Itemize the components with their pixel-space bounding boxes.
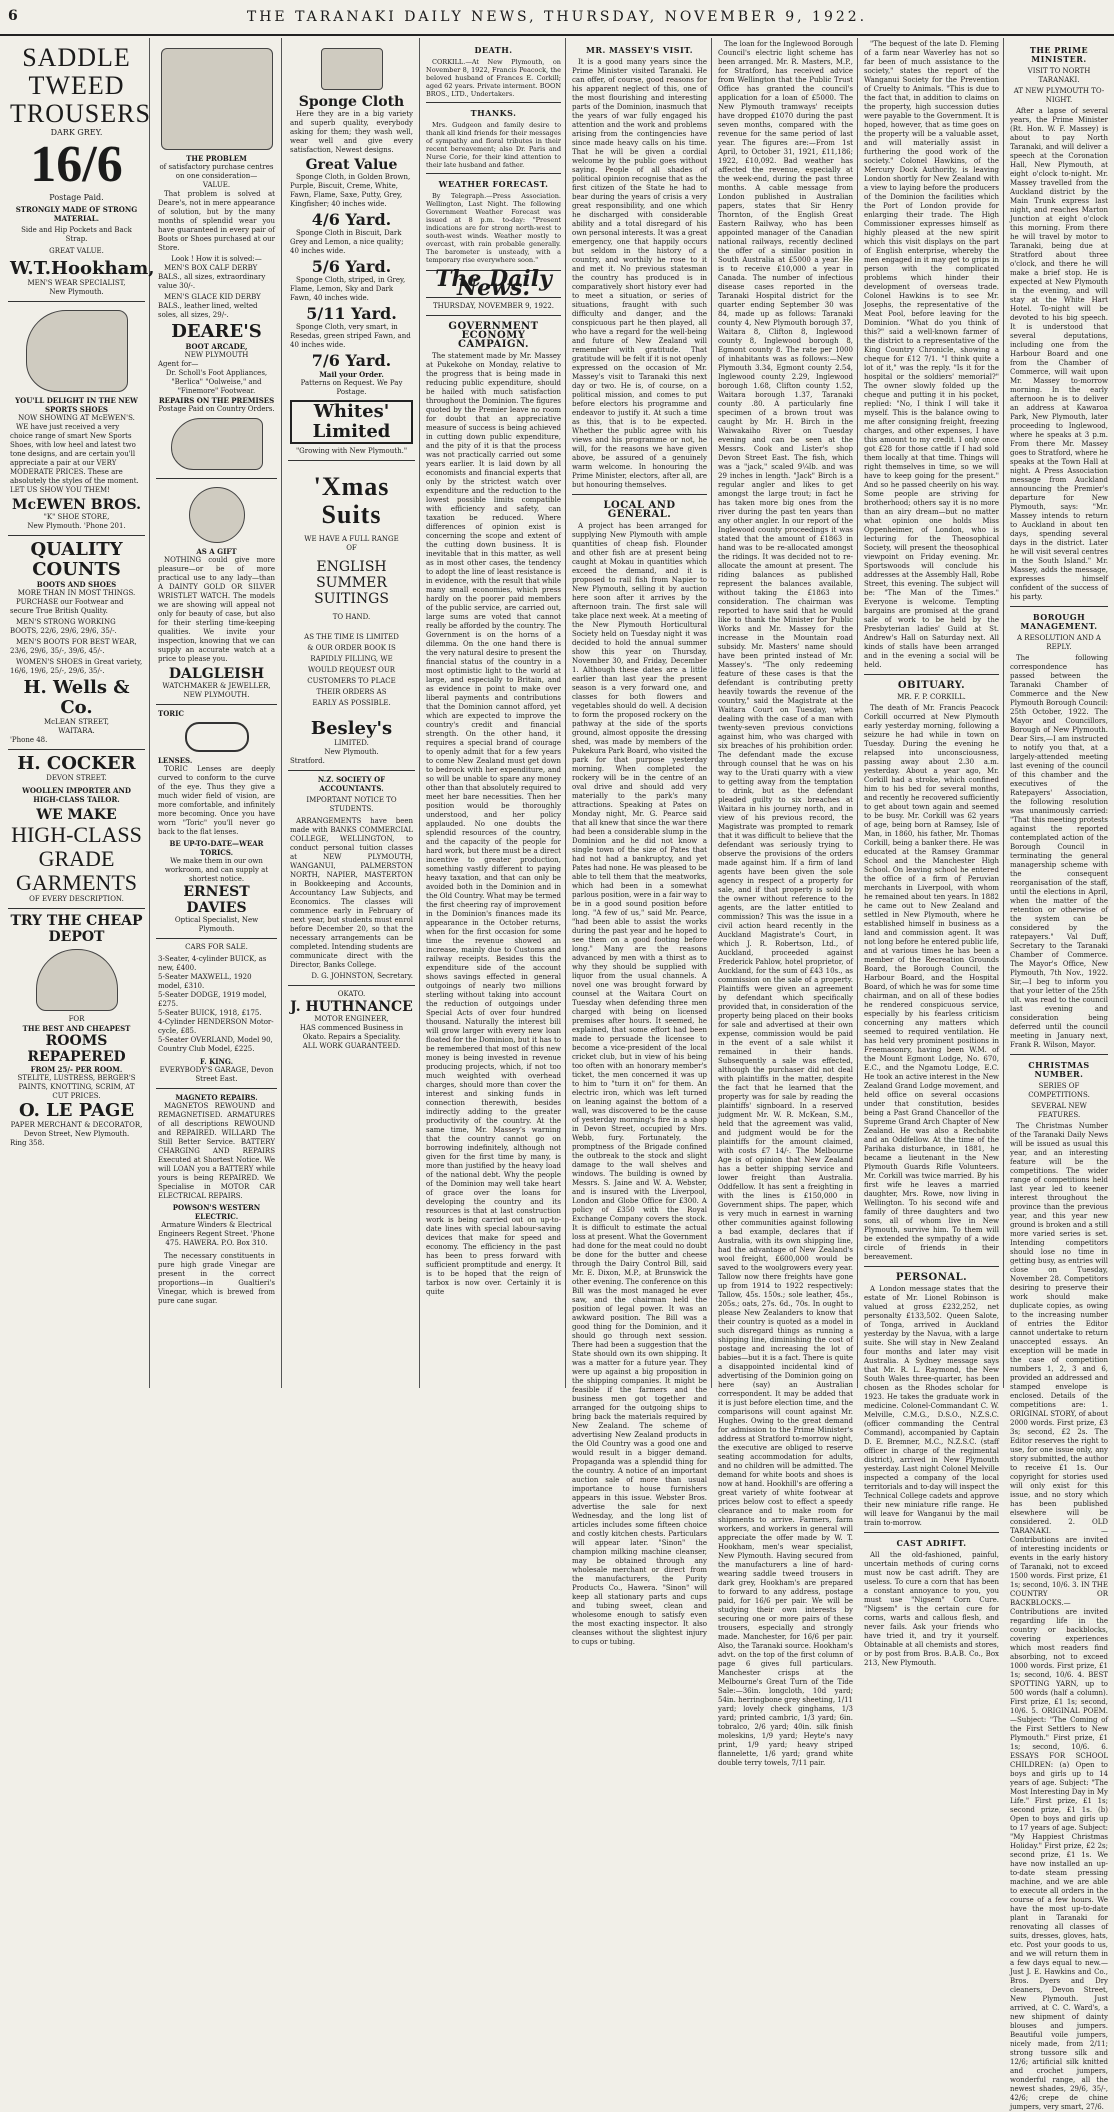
- ad-hookham-line9: MEN'S WEAR SPECIALIST,: [27, 279, 126, 287]
- ad-besley-line3: WE HAVE A FULL RANGE OF: [304, 535, 399, 552]
- ad-deare: [156, 40, 277, 479]
- weather-forecast: By Telegraph.—Press Association. Wellington, Last Night. The following Government Weather Forecast was issued at 8 p.m. to-day: "Present indications are for strong north-west to south-west winds. Weather mostly to overcast, with rain probable generally. The barometer is unsteady, with a temporary rise everywhere soon.": [426, 192, 561, 264]
- ad-hookham-line6: STRONGLY MADE OF STRONG MATERIAL.: [15, 205, 138, 223]
- ad-wells-line11: 'Phone 48.: [10, 736, 48, 744]
- ad-hookham: [8, 40, 155, 302]
- ad-lepage-line6: STELITE, LUSTRESS, BERGER'S PAINTS, KNOTTING, SCRIM, AT CUT PRICES.: [17, 1074, 136, 1100]
- ad-accountants-body: ARRANGEMENTS have been made with BANKS COMMERCIAL COLLEGE, WELLINGTON, to conduct personal tuition classes at NEW PLYMOUTH, WANGANUI, PALMERSTON NORTH, NAPIER, MASTERTON in Bookkeeping and Accounts, Accountancy Law Subjects, and Economics. The classes will commence early in February of next year, but students must enrol before December 20, so that the necessary arrangements can be completed. Intending students are communicate direct with the Director, Banks College.: [290, 817, 413, 969]
- editorial-dateline: THURSDAY, NOVEMBER 9, 1922.: [432, 302, 555, 310]
- ad-huthnance-name: J. HUTHNANCE: [290, 999, 413, 1015]
- ad-whites-price-3: 5/11 Yard.: [306, 304, 397, 323]
- divider: [1010, 1054, 1108, 1055]
- ad-mcewen-line1: YOU'LL DELIGHT IN THE NEW SPORTS SHOES: [15, 396, 138, 414]
- christmas-heading: CHRISTMAS NUMBER.: [1028, 1060, 1090, 1079]
- newspaper-title: THE TARANAKI DAILY NEWS, THURSDAY, NOVEMBER 9, 1922.: [246, 9, 868, 25]
- ad-wells-line10: WAITARA.: [58, 727, 95, 735]
- ad-besley-line1: 'Xmas: [313, 472, 390, 501]
- divider: [1010, 606, 1108, 607]
- ad-hookham-line10: New Plymouth.: [49, 288, 104, 296]
- divider: [864, 1532, 999, 1533]
- ad-dalgleish-line1: AS A GIFT: [196, 547, 237, 556]
- ad-huthnance-line3: HAS commenced Business in Okato. Repairs a Speciality.: [299, 1024, 404, 1041]
- masthead: [0, 0, 1114, 36]
- massey-visit-text: It is a good many years since the Prime Minister visited Taranaki. He can offer, of course, good reasons for his apparent neglect of this, one of the most flourishing and interesting parts of the Dominion, inasmuch that the years of war fully engaged his attention and the work and problems arising from the contingencies have since made heavy calls on his time. That he will be given a cordial welcome by the public goes without saying. People of all shades of political opinion recognise that as the first citizen of the State he had to bear during the years of crisis a very great responsibility, and one which he discharged with considerable ability and a total disregard of his own personal interests. It was a great emergency, one that happily occurs but seldom in the history of a country, and worthily he rose to it and met it. No previous statesman the country has produced is in comparatively short history ever had to meet a situation, or series of situations, fraught with such difficulty and danger, and the conspicuous part he then played, all who have a regard for the well-being and future of New Zealand will remember with gratitude. That gratitude will be felt if it is not openly expressed on the occasion of Mr. Massey's visit to Taranaki this next day or two. He is, of course, on a political mission, and comes to put before electors his programme and endeavor to justify it. At such a time as this, that is to be expected. Whether the public agree with his views and his programme or not, he will, for the reasons we have given above, be assured of a genuinely warm welcome. In honouring the Prime Minister, electors, after all, are but honouring themselves.: [572, 58, 707, 489]
- ad-wells-line7: MEN'S BOOTS FOR BEST WEAR, 23/6, 29/6, 35/-, 39/6, 45/-.: [10, 638, 137, 655]
- ad-whites-line6: Sponge Cloth, striped, in Grey, Flame, Lemon, Sky and Dark Fawn, 40 inches wide.: [290, 276, 406, 302]
- column-2: [152, 38, 282, 1388]
- local-news-column7: "The bequest of the late D. Fleming of a farm near Waverley has not so far been of much assistance to the society," states the report of the Wanganui Society for the Prevention of Cruelty to Animals. "This is due to the fact that, in addition to claims on the property, high succession duties were payable to the Government. It is hoped, however, that as time goes on the property will be a valuable asset, and will materially assist in furthering the good work of the society." Colonel Hawkins, of the Mercury Dock Authority, is leaving London shortly for New Zealand with a view to laying before the producers of the Dominion the facilities which the Port of London provide for enlarging their trade. The High Commissioner expresses himself as highly pleased at the new spirit which this visit displays on the part of English enterprise, whereby the men engaged in it may get to grips in person with the complicated problems which hinder their development of overseas trade. Colonel Hawkins is to see Mr. Josephs, the representative of the Meat Pool, before leaving for the Dominion. "What do you think of this?" said a well-known farmer of the district to a representative of the King Country Chronicle, showing a cheque for £12 7/1. "I think quite a lot of it," was the reply. "Is it for the hospital or the soldiers' memorial?" The owner slowly folded up the cheque and putting it in his pocket, replied: "No, I think I will take it myself. This is the balance owing to me after consigning freight, freezing charges, and other expenses, I have this amount to my credit. I only once got £28 for those cattle if I had sold them locally at that time. Things will right themselves in time, so we will have to keep going for the present." And so he passed cheerily on his way. Some people are striving for brotherhood; others say it is no more than an airy dream—but no matter what opinion one holds Miss Oppenheimer, of London, who is lecturing for the Theosophical Society, will present the theosophical viewpoint on Friday evening. Mr. Sportswoods will conclude his addresses at the Assembly Hall, Robe Street, this evening. The subject will be: "The Man of the Times." Everyone is welcome. Tempting bargains are promised at the grand sale of work to be held by the Presbyterian ladies' Guild at St. Andrew's Hall on Saturday next. All kinds of stalls have been arranged and in the evening a social will be held.: [864, 40, 999, 669]
- ad-wells-line3: BOOTS AND SHOES: [36, 580, 117, 589]
- thanks-heading: THANKS.: [470, 108, 517, 118]
- column-7: [860, 38, 1004, 1667]
- prime-minister-sub1: VISIT TO NORTH TARANAKI.: [1027, 67, 1091, 84]
- ad-cocker-line3: WE MAKE: [36, 807, 117, 823]
- ad-king-item-6: 5-Seater OVERLAND, Model 90, Country Club Model, £225.: [158, 1036, 273, 1053]
- column-8: [1006, 38, 1112, 2111]
- ad-whites-price-2: 5/6 Yard.: [311, 257, 392, 276]
- ad-wells-line9: McLEAN STREET,: [43, 718, 110, 726]
- ad-deare-line1: THE PROBLEM: [186, 154, 247, 163]
- ad-wells-name: H. Wells & Co.: [23, 677, 130, 718]
- column-3: [284, 38, 420, 1388]
- ad-whites-line4: Sponge Cloth, in Golden Brown, Purple, Biscuit, Creme, White, Fawn, Flame, Saxe, Putty, Grey, Kingfisher; 40 inches wide.: [290, 173, 411, 208]
- ad-davies-line2: LENSES.: [158, 756, 193, 765]
- ad-davies-name: ERNEST DAVIES: [183, 884, 250, 916]
- ad-huthnance: [288, 986, 415, 1055]
- ad-king: [156, 939, 277, 1089]
- column-6: [714, 38, 858, 1767]
- ad-powson-line1: MAGNETO REPAIRS.: [175, 1093, 258, 1102]
- massey-visit-heading: MR. MASSEY'S VISIT.: [585, 45, 693, 55]
- editorial-text: The statement made by Mr. Massey at Pukekohe on Monday, relative to the progress that is being made in reducing public expenditure, should be hailed with much satisfaction throughout the Dominion. The figures quoted by the Premier leave no room for doubt that an appreciative measure of success is being achieved in cutting down public expenditure, and the pity of it is that the process was not practically carried out some years earlier. It is laid down by all economists and financial experts that only by the strictest watch over expenditure and the reduction to the lowest possible limits compatible with efficiency and safety, can taxation be reduced. Where differences of opinion exist is concerning the scope and extent of the cutting down business. It is inevitable that in this matter, as well as in most other cases, the tendency to adopt the line of least resistance is in evidence, with the result that while many small economies, which press hardly on the poorer paid members of the public service, are carried out, large sums are voted that cannot really be afforded by the country. The Government is on the horns of a dilemma. On the one hand there is the very natural desire to present the financial status of the country in a most optimistic light to the world at large, and especially to Britain, and as evidence in point to make over liberal payments and contributions that the Dominion cannot afford, yet which are expected to improve the country's credit and financial strength. On the other hand, it requires a special brand of courage to openly admit that for a few years to come New Zealand must get down to bedrock with her expenditure, and so will be unable to spare any money other than that absolutely required to meet her bare necessities. Then her position would be thoroughly understood, and her policy applauded. No one doubts the splendid resources of the country, and the capacity of the people for hard work, but there must be a direct incentive to greater production, something vastly different to paying heavy taxation, and that can only be avoided both in the Dominion and in the Old Country. What may be termed the first cheering ray of improvement in the Dominion's finances made its appearance in the October returns, when for the first occasion for some time the revenue showed an increase, mainly due to Customs and railway receipts. Besides this the expenditure side of the account shows savings effected in general outgoings of nearly two millions sterling without taking into account the reduction of outgoings under Special Acts of over four hundred thousand. Naturally the interest bill will grow larger with every new loan floated for the Dominion, but it has to be remembered that most of this new money is being invested in revenue producing projects, which, if not too much weighted with overhead charges, should more than cover the interest and sinking funds in connection therewith, besides indirectly adding to the greater productivity of the country. At the same time, Mr. Massey's warning that the country cannot go on borrowing indefinitely, although not given for the first time by many, is more than justified by the heavy load of the national debt. Why the people of the Dominion may well take heart of grace over the loans for developing the country and its resources is that at last construction work is being carried out on up-to-date lines with special labour-saving devices that make for speed and economy. The efficiency in the past has been to press forward with sufficient promptitude and energy. It is to be hoped that the reign of tarbox is now over. Certainly it is quite: [426, 352, 561, 1296]
- ad-whites-price-1: 4/6 Yard.: [311, 210, 392, 229]
- ad-besley-line5: TO HAND.: [332, 613, 371, 621]
- ad-mcewen-name: McEWEN BROS.: [12, 497, 141, 513]
- obituary-text: The death of Mr. Francis Peacock Corkill occurred at New Plymouth early yesterday morning, following a seizure he had while in town on Tuesday. During the evening he relapsed into unconsciousness, passing away about 2.30 a.m. yesterday. About a year ago, Mr. Corkill had a stroke, which confined him to his bed for several months, and recently he recovered sufficiently to get about town again and seemed to be busy. Mr. Corkill was 62 years of age, being born at Ramsey, Isle of Man, in 1860, his father, Mr. Thomas Corkill, being a banker there. He was educated at the Ramsey Grammar School and the Manchester High School. On leaving school he entered the office of a firm of Peruvian merchants in Liverpool, with whom he remained about ten years. In 1882 he came out to New Zealand and settled in New Plymouth, where he established himself in business as a land and commission agent. It was not long before he entered public life, and at various times he has been a member of the Recreation Grounds Board, the Borough Council, the Harbour Board, and the Hospital Board, of which he was for some time chairman, and on all of these bodies he rendered conspicuous service, especially by his fearless criticism concerning any matters which seemed to required ventilation. He has held very prominent positions in Freemasonry, having been W.M. of the Mount Egmont Lodge, No. 670, E.C., and the Ngamotu Lodge, E.C. He took an active interest in the New Zealand Grand Lodge movement, and held office on several occasions under that constitution, besides being a Past Grand Chancellor of the Supreme Grand Arch Chapter of New Zealand. He was also a Rechabite and an Oddfellow. At the time of the Parihaka disturbance, in 1881, he became a lieutenant in the New Plymouth Guards Rifle Volunteers. Mr. Corkill was twice married. By his first wife he leaves a married daughter, Mrs. Rowe, now living in Wellington. To his second wife and family of three daughters and two sons, all of whom live in New Plymouth, survive him. To them will be extended the sympathy of a wide circle of friends in their bereavement.: [864, 704, 999, 1261]
- ad-davies-line4: We make them in our own workroom, and can supply at shortest notice.: [164, 857, 269, 883]
- ad-king-item-2: 5-Seater MAXWELL, 1920 model, £310.: [158, 973, 252, 990]
- christmas-sub2: SEVERAL NEW FEATURES.: [1031, 1102, 1087, 1119]
- ad-wells-line6: MEN'S STRONG WORKING BOOTS, 22/6, 29/6, 29/6, 35/-.: [10, 618, 117, 635]
- ad-accountants-line1: N.Z. SOCIETY OF ACCOUNTANTS.: [317, 775, 386, 793]
- ad-deare-line4: Look ! How it is solved:—: [171, 255, 262, 263]
- ad-besley-line8: New Plymouth.: [324, 748, 379, 756]
- ad-lepage-line8: Ring 358.: [10, 1139, 45, 1147]
- ad-mcewen-line4: New Plymouth. 'Phone 201.: [27, 522, 126, 530]
- cast-adrift-text: All the old-fashioned, painful, uncertain methods of curing corns must now be cast adrift. They are useless. To cure a corn that has been a constant annoyance to you, you must use "Nigsem" Corn Cure. "Nigsem" is the certain cure for corns, warts and callous flesh, and never fails. Ask your friends who have tried it, and try it yourself. Obtainable at all chemists and stores, or by post from Bros. B.A.B. Co., Box 213, New Plymouth.: [864, 1551, 999, 1667]
- ad-mcewen-line3: "K" SHOE STORE,: [43, 513, 110, 521]
- ad-dalgleish-line2: WATCHMAKER & JEWELLER, NEW PLYMOUTH.: [162, 682, 271, 699]
- ad-hookham-name: W.T.Hookham,: [10, 258, 155, 279]
- ad-deare-line9: Agent for—: [158, 360, 199, 368]
- ad-dalgleish-name: DALGLEISH: [168, 666, 265, 682]
- ad-davies-line5: Optical Specialist, New Plymouth.: [174, 916, 259, 933]
- cast-adrift-heading: CAST ADRIFT.: [896, 1538, 967, 1548]
- divider: [864, 674, 999, 675]
- ad-whites-price-4: 7/6 Yard.: [311, 351, 392, 370]
- ad-lepage-line5: FROM 25/- PER ROOM.: [30, 1065, 123, 1074]
- ad-hookham-line2: TWEED: [28, 71, 125, 100]
- ad-dalgleish-body: NOTHING could give more pleasure—or be of more practical use to any lady—than A DAINTY GOLD OR SILVER WRISTLET WATCH. The models we are showing will appeal not only for beauty of case, but also for their sterling time-keeping qualities. We invite your inspection, knowing that we can supply an accurate watch at a price to please you.: [158, 556, 275, 663]
- ad-cocker-line5: GRADE: [38, 846, 115, 871]
- ad-lepage-line2: FOR: [68, 1015, 85, 1023]
- ad-deare-line8: NEW PLYMOUTH: [184, 351, 249, 359]
- divider: [864, 1266, 999, 1267]
- newspaper-flag: The Daily News.: [426, 270, 561, 298]
- ad-whites-line8: Mail your Order.: [319, 370, 384, 379]
- ad-deare-line7: BOOT ARCADE,: [185, 342, 248, 351]
- ad-cocker-line4: HIGH-CLASS: [11, 822, 142, 847]
- ad-besley-line4: ENGLISH SUMMER SUITINGS: [314, 559, 389, 607]
- ad-cocker: [8, 750, 145, 909]
- ad-davies-line3: BE UP-TO-DATE—WEAR TORICS.: [169, 839, 264, 857]
- ad-powson: [156, 1089, 277, 1312]
- ad-cocker-line7: OF EVERY DESCRIPTION.: [29, 895, 124, 903]
- ad-hookham-postage: Postage Paid.: [49, 193, 104, 202]
- ad-wells: [8, 536, 145, 750]
- divider: [426, 102, 561, 103]
- decorator-illustration: [36, 949, 118, 1011]
- boot-illustration: [171, 418, 263, 470]
- ad-besley-line7: LIMITED.: [334, 739, 369, 747]
- ad-davies-line1: TORIC: [158, 709, 184, 718]
- ad-whites: [288, 40, 415, 461]
- borough-heading: BOROUGH MANAGEMENT.: [1020, 612, 1098, 631]
- ad-king-item-1: 3-Seater, 4-cylinder BUICK, as new, £400.: [158, 955, 267, 972]
- local-news-continued: The loan for the Inglewood Borough Council's electric light scheme has been arranged. Mr. R. Masters, M.P., for Stratford, has received advice from Wellington that the Public Trust Office has granted the council's application for a loan of £5000. The New Plymouth tramways' receipts have dropped £1070 during the past seven months, compared with the revenue for the same period of last year. The figures are:—From 1st April, to October 31, 1921, £11,186; 1922, £10,092. Bad weather has affected the revenue, especially at the week-end, during the past three months. A cable message from London published in Australian papers, states that Sir Henry Thornton, of the English Great Eastern Railway, who has been appointed manager of the Canadian national railways, recently declined the offer of a similar position in South Australia at £5000 a year. He is to receive £10,000 a year in Canada. The number of infectious disease cases reported in the Taranaki Hospital district for the quarter ending September 30 was 84, made up as follows: Taranaki county 4, New Plymouth borough 37, Waitara 8, Clifton 8, Inglewood county 8, Inglewood borough 8, Egmont county 8. The rate per 1000 of inhabitants was as follows:—New Plymouth 3.34, Egmont county 2.54, Inglewood county 2.29, Inglewood borough 1.68, Clifton county 1.52, Waitara borough 1.37, Taranaki county .80. A particularly fine specimen of a brown trout was caught by Mr. H. Birch in the Waiwakaiho River on Tuesday evening and can be seen at the Messrs. Cook and Lister's shop Devon Street East. The fish, which was a "jack," scaled 9¼lb. and was 29 inches in length. "Jack" Birch is a regular angler and likes to get amongst the large trout; in fact he has taken more big ones from the river during the past ten years than any other angler. In our report of the Inglewood county proceedings it was stated that the amount of £1863 in hand was to be re-allocated amongst the ridings. It was decided not to re-allocate the amount at present. The riding balances as published represent the balances available, without taking the £1863 into consideration. The chairman was reported to have said that he would like to thank the Minister for Public Works and Mr. Massey for the increase in the Mountain road subsidy. Mr. Masters' name should have been printed instead of Mr. Massey's. "The only redeeming feature of these cases is that the defendant is contributing pretty heavily towards the revenue of the country," said the Magistrate at the Waitara Court on Tuesday, when dealing with the case of a man with twenty-seven previous convictions against him, who was charged with six breaches of his prohibition order. The defendant made the excuse through counsel that he was on his way to the Urati quarry with a view to getting away from the temptation to drink, but as the defendant pleaded guilty to six breaches at Waitara in his journey north, and in view of his previous record, the Magistrate was prompted to remark that it was difficult to believe that the defendant was seriously trying to observe the provisions of the orders made against him. If a firm of land agents have been given the sole agency in respect of a property for sale, and if that property is sold by the owner without reference to the agents, are the latter entitled to commission? This was the issue in a civil action heard recently in the Auckland Magistrate's Court, in which J. R. Robertson, Ltd., of Auckland, proceeded against Frederick Pahlow, hotel proprietor, of Auckland, for the sum of £43 10s., as commission on the sale of a property. Plaintiffs were given an agreement by defendant which specifically provided that, in consideration of the property being placed on their books for sale and advertised at their own expense, commission would be paid in the event of a sale whilst it remained in their hands. Subsequently a sale was effected, although the purchaser did not deal with plaintiffs in the matter, despite the fact that he learned that the property was for sale by reading the plaintiffs' signboard. In a reserved judgment Mr. W. R. McKean, S.M., held that the agreement was valid, and judgment would be for the plaintiffs for the amount claimed, with costs £7 14/-. The Melbourne Age is of opinion that New Zealand has a better shipping service and lower freight than Australia. Oddfellow. It has sent a freighting in with the lines is £150,000 in Government ships. The paper, which is very much in earnest in warning other communities against following a bad example, declares that if Australia, with its own shipping line, had the advantage of New Zealand's wool freight, £600,000 would be saved to the woolgrowers every year. Tallow now there freights have gone up from 1914 to 1922 respectively: Tallow, 45s. 150s.; sole leather, 45s., 205s.; oats, 27s. 6d., 70s. In ought to please New Zealanders to know that their country is quoted as a model in such disregard things as running a shipping line, diminishing the cost of postage and increasing the lot of babies—but it is a fact. There is quite a disappointed incidental kind of advertising of the Dominion going on here (say) an Australian correspondent. It may be added that it is just before election time, and the comparisons will count against Mr. Hughes. Owing to the great demand for admission to the Prime Minister's address at Stratford to-morrow night, the executive are obliged to reserve seating accommodation for adults, and no children will be admitted. The demand for white boots and shoes is now at hand. Hookhill's are offering a great variety of white footwear at prices below cost to effect a speedy clearance and to make room for shipments to arrive. Farmers, farm workers, and workers in general will appreciate the offer made by W. T. Hookham, men's wear specialist, New Plymouth. Having secured from the manufacturers a line of hard-wearing saddle tweed trousers in dark grey, Hookham's are prepared to forward to any address, postage paid, for 16/6 per pair. We will be studying their own interests by securing one or more pairs of these trousers, especially and strongly made. Manchester, for 16/6 per pair. Also, the Taranaki source. Hookham's advt. on the top of the first column of page 6 gives full particulars. Manchester crisps at the Melbourne's Great Turn of the Tide Sale:—36in. longcloth, 10d yard; 54in. herringbone grey sheeting, 1/11 yard; lovely check ginghams, 1/3 yard; printed cambric, 1/3 yard; 6in. tobralco, 2/6 yard; 40in. silk finish moleskins, 1/9 yard; Heyte's navy print, 1/9 yard; heavy striped flannelette, 1/6 yard; grand white double terry towels, 7/11 pair.: [718, 40, 853, 1767]
- ad-accountants-sign: D. G. JOHNSTON, Secretary.: [311, 972, 413, 980]
- weather-heading: WEATHER FORECAST.: [438, 179, 549, 189]
- divider: [572, 494, 707, 495]
- ad-wells-line1: QUALITY: [30, 539, 123, 560]
- ad-besley-line6: AS THE TIME IS LIMITED & OUR ORDER BOOK IS RAPIDLY FILLING, WE WOULD REQUEST OUR CUSTOMERS TO PLACE THEIR ORDERS AS EARLY AS POSSIBLE.: [304, 633, 399, 707]
- local-general-heading: LOCAL AND GENERAL.: [603, 500, 676, 520]
- ad-hookham-line7: Side and Hip Pockets and Back Strap.: [21, 226, 132, 243]
- ad-whites-line1: Sponge Cloth: [298, 94, 405, 110]
- ad-powson-body: MAGNETOS REWOUND and REMAGNETISED. ARMATURES of all descriptions REWOUND and REPAIRED. WILLARD The Still Better Service. BATTERY CHARGING AND REPAIRS Executed at Shortest Notice. We will LOAN you a BATTERY while yours is being REPAIRED. We Specialise in MOTOR CAR ELECTRICAL REPAIRS.: [158, 1102, 275, 1200]
- ad-lepage-line3: THE BEST AND CHEAPEST: [22, 1024, 131, 1033]
- ad-whites-line9: Patterns on Request. We Pay Postage.: [300, 379, 403, 396]
- ad-deare-body: That problem is solved at Deare's, not in mere appearance of solution, but by the many months of splendid wear you have guaranteed in every pair of Boots or Shoes purchased at our Store.: [158, 190, 275, 252]
- ad-hookham-price: 16/6: [30, 136, 123, 193]
- ad-king-item-3: 5-Seater DODGE, 1919 model, £275.: [158, 991, 267, 1008]
- ad-whites-line3: Great Value: [305, 157, 398, 173]
- sponge-cloth-illustration: [321, 48, 383, 90]
- thanks-notice: Mrs. Gudgeon and family desire to thank all kind friends for their messages of sympathy and floral tributes in their recent bereavement; also Dr. Paris and Nurse Corie, for their kind attention to their late husband and father.: [426, 121, 561, 169]
- ad-powson-name: POWSON'S WESTERN ELECTRIC.: [172, 1203, 261, 1221]
- ad-mcewen-line2: NOW SHOWING AT McEWEN'S.: [18, 414, 135, 422]
- ad-king-item-4: 5-Seater BUICK, 1918, £175.: [158, 1009, 262, 1017]
- ad-accountants-line2: IMPORTANT NOTICE TO STUDENTS.: [306, 796, 397, 813]
- death-notice-heading: DEATH.: [474, 45, 513, 55]
- ad-hookham-line1: SADDLE: [22, 43, 131, 72]
- ad-besley-line2: Suits: [321, 500, 382, 529]
- borough-text: The following correspondence has passed between the Taranaki Chamber of Commerce and the New Plymouth Borough Council: 25th October, 1922. The Mayor and Councillors, Borough of New Plymouth. Dear Sirs,—I am instructed to notify you that, at a largely-attended meeting last evening of the council of this chamber and the executives of the Ratepayers' Association, the following resolution was unanimously carried: "That this meeting protests against the reported contemplated action of the Borough Council in terminating the general managership scheme with the consequent reorganisation of the staff, until the elections in April, when the matter of the retention or otherwise of the system can be considered by the ratepayers." Val Duff, Secretary to the Taranaki Chamber of Commerce. The Mayor's Office, New Plymouth, 7th Nov., 1922. Sir,—I beg to inform you that your letter of the 25th ult. was read to the council last evening and consideration being deferred until the council meeting in January next, Frank R. Wilson, Mayor.: [1010, 654, 1108, 1049]
- ad-wells-line8: WOMEN'S SHOES in Great variety, 16/6, 19/6, 25/-, 29/6, 35/-.: [10, 658, 143, 675]
- ad-lepage: [8, 909, 145, 1152]
- column-4: [422, 38, 566, 1388]
- death-notice: CORKILL.—At New Plymouth, on November 8, 1922, Francis Peacock, the beloved husband of Frances E. Corkill; aged 62 years. Private interment. BOON BROS., LTD., Undertakers.: [426, 58, 561, 98]
- spectacles-icon: [185, 722, 249, 752]
- ad-whites-name: Whites' Limited: [290, 400, 413, 444]
- prime-minister-sub2: AT NEW PLYMOUTH TO-NIGHT.: [1013, 87, 1105, 104]
- ad-deare-line10: Dr. Scholl's Foot Appliances, "Berlica" "Oolweise," and "Finemore" Footwear.: [165, 369, 268, 395]
- ad-whites-line10: "Growing with New Plymouth.": [295, 447, 408, 455]
- prime-minister-text: After a lapse of several years, the Prime Minister (Rt. Hon. W. F. Massey) is about to pay North Taranaki, and will deliver a speech at the Coronation Hall, New Plymouth, at eight o'clock to-night. Mr. Massey travelled from the Auckland district by the Main Trunk express last night, and reaches Marton Junction at eight o'clock this morning. From there he will travel by motor to Taranaki, being due at Stratford about three o'clock, and there he will make a brief stop. He is expected at New Plymouth in the evening, and will stay at the White Hart Hotel. To-night will be devoted to his big speech. It is understood that several deputations, including one from the Harbour Board and one from the Chamber of Commerce, will wait upon Mr. Massey to-morrow morning. In the early afternoon he is to deliver an address at Kawaroa Park, New Plymouth, later proceeding to Inglewood, where he speaks at 3 p.m. From there Mr. Massey goes to Stratford, where he speaks at the Town Hall at night. A Press Association message from Auckland announcing the Premier's departure for New Plymouth, says: "Mr. Massey intends to return to Auckland in about ten days, spending several days in the district. Later he will visit several centres in the South Island." Mr. Massey, adds the message, expresses himself confident of the success of his party.: [1010, 107, 1108, 601]
- ad-mcewen-body: WE have just received a very choice range of smart New Sports Shoes, with low heel and latest two tone designs, and are certain you'll appreciate a pair at our VERY MODERATE PRICES. These are absolutely the styles of the moment. LET US SHOW YOU THEM!: [10, 423, 139, 494]
- ad-whites-line5: Sponge Cloth in Biscuit, Dark Grey and Lemon, a nice quality; 40 inches wide.: [290, 229, 404, 255]
- borough-subheading: A RESOLUTION AND A REPLY.: [1017, 634, 1101, 651]
- ad-lepage-line1: TRY THE CHEAP DEPOT: [10, 913, 143, 945]
- ad-dalgleish: [156, 479, 277, 705]
- ad-huthnance-line2: MOTOR ENGINEER,: [314, 1015, 389, 1023]
- obituary-subheading: MR. F. P. CORKILL.: [897, 693, 966, 701]
- ad-powson-line3: The necessary constituents in pure high grade Vinegar are present in the correct proportions—in Gualtieri's Vinegar, which is brewed from pure cane sugar.: [158, 1252, 275, 1305]
- watch-illustration: [189, 487, 245, 543]
- ad-besley-name: Besley's: [310, 718, 393, 739]
- ad-mcewen: [8, 302, 145, 536]
- ad-wells-line2: COUNTS: [32, 559, 121, 580]
- divider: [426, 315, 561, 316]
- ad-huthnance-line4: ALL WORK GUARANTEED.: [302, 1042, 401, 1050]
- ad-lepage-line7: PAPER MERCHANT & DECORATOR, Devon Street, New Plymouth.: [10, 1121, 143, 1138]
- cartoon-illustration: [161, 48, 273, 150]
- column-5: [568, 38, 712, 1646]
- column-1: [4, 38, 155, 1388]
- ad-whites-line7: Sponge Cloth, very smart, in Resedas, green striped Fawn, and 40 inches wide.: [290, 323, 411, 349]
- ad-wells-line5: PURCHASE our Footwear and secure True British Quality.: [10, 598, 124, 615]
- ad-king-line1: CARS FOR SALE.: [185, 943, 248, 951]
- ad-deare-name: DEARE'S: [171, 321, 262, 342]
- personal-text: A London message states that the estate of Mr. Lionel Robinson is valued at gross £232,252, net personalty £133,502. Queen Salote, of Tonga, arrived in Auckland yesterday by the Navua, with a large suite. She will stay in New Zealand four months and later may visit Australia. A Sydney message says that Mr. R. L. Raymond, the New South Wales three-quarter, has been chosen as the Rhodes scholar for 1923. He takes the graduate work in medicine. Colonel-Commandant C. W. Melville, C.M.G., D.S.O., N.Z.S.C. (officer commanding the Central Command), accompanied by Captain D. E. Bremner, M.C., N.Z.S.C. (staff officer in charge of the regimental district), arrived in New Plymouth yesterday. Last night Colonel Melville inspected a company of the local territorials and to-day will inspect the Technical College cadets and approve their new miniature rifle range. He will leave for Wanganui by the mail train to-morrow.: [864, 1285, 999, 1527]
- personal-heading: PERSONAL.: [895, 1272, 968, 1283]
- ad-cocker-line1: DEVON STREET.: [46, 774, 107, 782]
- ad-king-item-5: 4-Cylinder HENDERSON Motor-cycle, £85.: [158, 1018, 274, 1035]
- ad-deare-line3: VALUE.: [202, 181, 231, 189]
- ad-cocker-line6: GARMENTS: [15, 870, 137, 895]
- christmas-sub1: SERIES OF COMPETITIONS.: [1028, 1082, 1090, 1099]
- christmas-text: The Christmas Number of the Taranaki Daily News will be issued as usual this year, and an interesting feature will be the competitions. The wider range of competitions held last year led to keener interest throughout the province than the previous year, and this year new ground is broken and a still more varied series is set. Intending competitors should lose no time in getting busy, as entries will close on Tuesday, November 28. Competitors desiring to preserve their work should make duplicate copies, as owing to the increasing number of entries the Editor cannot undertake to return unaccepted essays. An exception will be made in the case of competition numbers 1, 2, 3 and 6, provided an addressed and stamped envelope is enclosed. Details of the competitions are: 1. ORIGINAL STORY, of about 2000 words. First prize, £3 3s; second, £2 2s. The Editor reserves the right to use, for one issue only, any story submitted, the author to receive £1 1s. Our copyright for stories used will only exist for this issue, and no story which has been published elsewhere will be considered. 2. OLD TARANAKI. — Contributions are invited of interesting incidents or events in the early history of Taranaki, not to exceed 1500 words. First prize, £1 1s; second, 10/6. 3. IN THE COUNTRY OR BACKBLOCKS.—Contributions are invited regarding life in the country or backblocks, covering experiences which most readers find absorbing, not to exceed 1000 words. First prize, £1 1s; second, 10/6. 4. BEST SPOTTING YARN, up to 500 words (half a column). First prize, £1 1s; second, 10/6. 5. ORIGINAL POEM.—Subject: "The Coming of the First Settlers to New Plymouth." First prize, £1 1s; second, 10/6. 6. ESSAYS FOR SCHOOL CHILDREN: (a) Open to boys and girls up to 14 years of age. Subject: "The Most Interesting Day in My Life." First prize, £1 1s; second prize, £1 1s. (b) Open to boys and girls up to 17 years of age. Subject: "My Happiest Christmas Holiday." First prize, £2 2s; second prize, £1 1s. We have now installed an up-to-date steam pressing machine, and we are able to execute all orders in the course of a few hours. We have the most up-to-date plant in Taranaki for renovating all classes of suits, dresses, gloves, hats, etc. Post your goods to us, and we will return them in a few days equal to new.—Just J. E. Hawkins and Co., Bros. Dyers and Dry cleaners, Devon Street, New Plymouth. Just arrived, at C. C. Ward's, a new shipment of dainty blouses and jumpers. Beautiful voile jumpers, nicely made, from 2/11; strong tussore silk and 12/6; artificial silk knitted and crochet jumpers, wonderful range, all the newest shades, 29/6, 35/-, 42/6; crepe de chine jumpers, very smart, 27/6.: [1010, 1122, 1109, 2111]
- ad-deare-line2: of satisfactory purchase centres on one consideration—: [159, 163, 274, 180]
- ad-hookham-line8: GREAT VALUE.: [49, 247, 104, 255]
- ad-lepage-line4: ROOMS REPAPERED: [27, 1033, 126, 1065]
- ad-king-line2: EVERYBODY'S GARAGE, Devon Street East.: [159, 1066, 274, 1083]
- page-number: 6: [8, 8, 18, 24]
- ad-huthnance-line1: OKATO.: [337, 990, 366, 998]
- ad-deare-line5: MEN'S BOX CALF DERBY BALS., all sizes, extraordinary value 30/-.: [158, 264, 266, 290]
- editorial-heading: GOVERNMENT ECONOMY CAMPAIGN.: [448, 321, 539, 350]
- ad-hookham-line4: DARK GREY.: [50, 128, 103, 137]
- divider: [426, 173, 561, 174]
- shoe-illustration: [26, 310, 128, 392]
- obituary-heading: OBITUARY.: [897, 680, 966, 691]
- ad-deare-line12: Postage Paid on Country Orders.: [158, 405, 275, 413]
- ad-lepage-name: O. LE PAGE: [18, 1100, 135, 1121]
- ad-besley: [288, 461, 415, 771]
- ad-wells-line4: MORE THAN IN MOST THINGS.: [17, 589, 136, 597]
- ad-accountants: [288, 771, 415, 986]
- local-general-text: A project has been arranged for supplying New Plymouth with ample quantities of cheap fish. Flounder and other fish are at present being caught at Mokau in quantities which exceed the demand, and it is proposed to rail fish from Napier to New Plymouth, selling it by auction here soon after it arrives by the afternoon train. The first sale will take place next week. At a meeting of the New Plymouth Horticultural Society held on Tuesday night it was decided to hold the annual summer show this year on Thursday, November 30, and Friday, December 1. Although these dates are a little earlier than last year the present season is a very forward one, and classes for both flowers and vegetables should do well. A decision to form the proposed rockery on the pathway at the side of the sports ground, almost opposite the dressing shed, was made by members of the Pukekura Park Board, who visited the park for that purpose yesterday morning. When completed the rockery will be in the centre of an oval drive and should add very materially to the park's many attractions. Speaking at Pates on Monday night, Mr. G. Pearce said that all knew that since the war there had been a considerable slump in the Dominion and he did not know a single town of the size of Pates that had not had a bankruptcy, and yet Pates had none. He was pleased to be able to tell them that the meatworks, which had been in a somewhat parlous position, were in a fair way to be in a good sound position before long. "A few of us," said Mr. Pearce, "had been able to assist the works during the past year and he hoped to see them on a good footing before long." Many are the reasons advanced by men with a thirst as to why they should be supplied with liquor from the usual channels. A novel one was brought forward by counsel at the Waitara Court on Tuesday when defending three men charged with being on licensed premises after hours. It seemed, he explained, that some effort had been made to persuade the licensee to become a vice-president of the local cricket club, but in view of his being too often with an honorary member's ticket, the men concerned it was up to him to "turn it on" for them. An electric iron, which was left turned on leaning against the bottom of a wall, was discovered to be the cause of yesterday morning's fire in a shop in Devon Street, occupied by Mrs. Webb, fury. Fortunately, the promptness of the Brigade confined the outbreak to the stock and slight damage to the wall shelves and windows. The building is owned by Messrs. S. Jaine and W. A. Webster, and is insured with the Liverpool, London and Globe Office for £300. A policy of £350 with the Royal Exchange Company covers the stock. It is difficult to estimate the actual loss at present. What the Government had done for the meat could no doubt be done for the butter and cheese through the Dairy Control Bill, said Mr. E. Dixon, M.P., at Brunswick the other evening. The conference on this Bill was the most managed he ever saw, and the chairman held the position of legal power. It was an awkward position. The Bill was a good thing for the Dominion, and it should go through next session. There had been a suggestion that the State should own its own shipping. It was a matter for a future year. They were up against a big proposition in the shipping companies. It might be feasible if the farmers and the business men got together and arranged for the outgoing ships to bring back the materials required by New Zealand. The scheme of advertising New Zealand products in the Old Country was a good one and would result in a bigger demand. Propaganda was a splendid thing for the country. A notice of an important auction sale of more than usual importance to house furnishers appears in this issue. Webster Bros. advertise the sale for next Wednesday, and the long list of articles includes some fifteen choice and costly kitchen chests. Particulars will appear later. "Sinon" the champion milking machine cleanser, may be obtained through any wholesale merchant or direct from the manufacturers, the Purity Products Co., Hawera. "Sinon" will keep all stationary parts and cups and tubing sweet, clean and wholesome enough to satisfy even the most exacting inspector. It also cleanses without the slightest injury to cups or tubing.: [572, 522, 708, 1646]
- ad-king-name: F. KING.: [199, 1057, 234, 1066]
- ad-davies-body: TORIC Lenses are deeply curved to conform to the curve of the eye. Thus they give a much wider field of vision, are more comfortable, and infinitely more becoming. Once you have worn "Toric" you'll never go back to the flat lenses.: [158, 765, 275, 836]
- ad-davies: [156, 705, 277, 939]
- ad-hookham-line3: TROUSERS: [10, 99, 151, 128]
- ad-powson-line2: Armature Winders & Electrical Engineers Regent Street. 'Phone 475. HAWERA. P.O. Box 310.: [158, 1221, 275, 1247]
- ad-besley-line9: Stratford.: [290, 757, 325, 765]
- ad-deare-line6: MEN'S GLACE KID DERBY BALS., leather lined, welted soles, all sizes, 29/-.: [158, 293, 261, 319]
- ad-whites-line2: Here they are in a big variety and superb quality, everybody asking for them; they wash well, wear well and give every satisfaction, Newest designs.: [290, 110, 413, 154]
- ad-deare-line11: REPAIRS ON THE PREMISES: [158, 396, 275, 405]
- ad-cocker-name: H. COCKER: [17, 753, 136, 774]
- ad-cocker-line2: WOOLLEN IMPORTER AND HIGH-CLASS TAILOR.: [22, 786, 131, 804]
- prime-minister-heading: THE PRIME MINISTER.: [1029, 45, 1089, 64]
